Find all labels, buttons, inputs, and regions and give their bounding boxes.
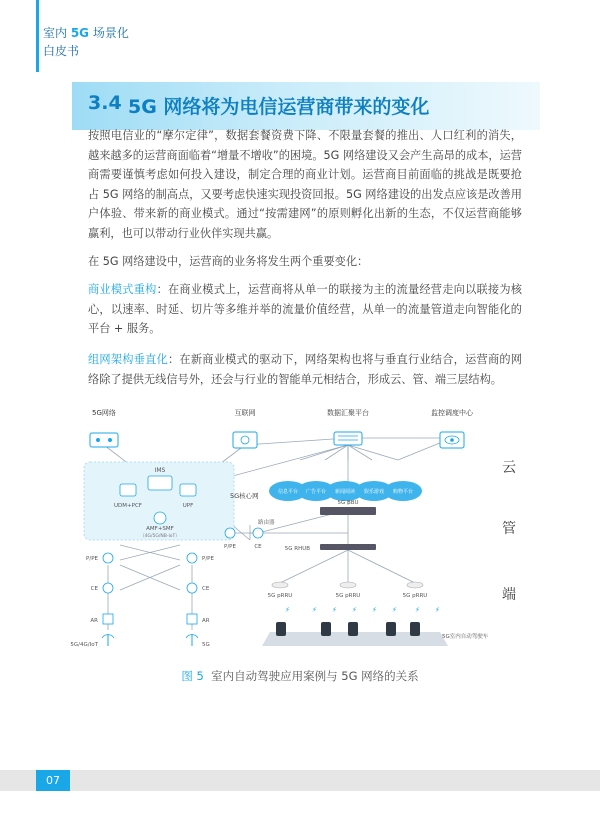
signal-icons [285, 606, 440, 614]
upf-server-icon [180, 484, 196, 496]
label-upf: UPF [182, 503, 194, 509]
label-left-ce: CE [90, 586, 98, 592]
section-heading [72, 82, 540, 130]
label-left-pe: P/PE [86, 556, 98, 562]
figure-caption-text: 室内自动驾驶应用案例与 5G 网络的关系 [211, 669, 419, 683]
paragraph-network-architecture: 组网架构垂直化：在新商业模式的驱动下，网络架构也将与垂直行业结合，运营商的网络除了提供无线信号外，还会与行业的智能单元相结合，形成云、管、端三层结构。 [88, 353, 522, 386]
cloud-platforms [269, 481, 422, 501]
label-prru-3: 5G pRRU [402, 593, 428, 599]
label-amf-sub: （4G/5G/NB-IoT） [140, 534, 180, 539]
label-data-platform: 数据汇聚平台 [327, 409, 369, 417]
label-right-ce: CE [202, 586, 210, 592]
header-accent-bar [36, 0, 39, 72]
svg-text:⚡: ⚡ [352, 606, 357, 614]
svg-text:⚡: ⚡ [332, 606, 337, 614]
monitor-eye-icon [440, 432, 464, 448]
label-rhub: 5G RHUB [284, 546, 310, 552]
svg-text:⚡: ⚡ [415, 606, 420, 614]
bbu-device-icon [320, 507, 376, 515]
section-number: 3.4 [88, 92, 122, 114]
network-diagram [70, 400, 530, 660]
internet-monitor-icon [233, 432, 257, 448]
label-ims: IMS [154, 467, 166, 474]
cloud-entertainment: 娱乐游戏 [363, 489, 385, 495]
label-bottom-5g: 5G [202, 642, 210, 648]
label-router: 路由器 [258, 520, 275, 526]
layer-end: 端 [502, 587, 516, 603]
left-column-nodes [103, 553, 197, 624]
svg-text:⚡: ⚡ [392, 606, 397, 614]
udm-server-icon [120, 484, 136, 496]
svg-text:⚡: ⚡ [285, 606, 290, 614]
label-pe-top: P/PE [224, 544, 236, 550]
page-number: 07 [36, 770, 70, 791]
label-5g-4g-iot: 5G/4G/IoT [70, 642, 98, 648]
business-model-lead: 商业模式重构 [88, 283, 157, 296]
paragraph-intro: 按照电信业的“摩尔定律”，数据套餐资费下降、不限量套餐的推出、人口红利的消失，越来越多的运营商面临着“增量不增收”的困境。5G 网络建设又会产生高昂的成本，运营商需要谨慎考虑如何投入建设，制定合理的商业计划。运营商目前面临的挑战是既要抢占 5G 网络的制高点，又要考虑快速实现投资回报。5G 网络建设的出发点应该是改善用户体验、带来新的商业模式。通过“按需建网”的原则孵化出新的生态，不仅运营商能够赢利，也可以带动行业伙伴实现共赢。 [88, 129, 522, 240]
server-platform-icon [334, 432, 362, 445]
label-ce-top: CE [254, 544, 262, 550]
robot-icon [90, 433, 118, 447]
label-internet: 互联网 [234, 409, 256, 417]
label-monitor-center: 监控调度中心 [431, 409, 473, 417]
footer-bar [0, 770, 600, 791]
svg-text:⚡: ⚡ [372, 606, 377, 614]
network-architecture-lead: 组网架构垂直化 [88, 353, 168, 366]
label-bbu: 5G BBU [337, 500, 359, 506]
header-subtitle: 白皮书 [43, 44, 80, 58]
figure-label: 图 5 [181, 669, 204, 683]
prru-icons [272, 582, 423, 588]
amf-node-icon [154, 512, 166, 524]
ims-server-icon [148, 476, 172, 490]
header-title: 室内 5G 场景化 [43, 26, 129, 40]
svg-text:⚡: ⚡ [435, 606, 440, 614]
antenna-icons [102, 634, 198, 646]
layer-pipe: 管 [502, 521, 516, 537]
cloud-news-reading: 新闻阅读 [334, 489, 356, 495]
rhub-device-icon [320, 544, 376, 550]
cloud-info-platform: 信息平台 [277, 489, 299, 495]
paragraph-changes: 在 5G 网络建设中，运营商的业务将发生两个重要变化： [88, 255, 369, 268]
label-left-ar: AR [90, 618, 98, 624]
layer-cloud: 云 [502, 460, 516, 476]
label-5g-core: 5G核心网 [230, 492, 259, 500]
paragraph-business-model: 商业模式重构：在商业模式上，运营商将从单一的联接为主的流量经营走向以联接为核心，以速率、时延、切片等多维并举的流量价值经营，从单一的流量管道走向智能化的平台 + 服务。 [88, 283, 522, 336]
label-prru-1: 5G pRRU [267, 593, 293, 599]
figure-caption [0, 668, 600, 684]
ce-top-icon [253, 528, 263, 538]
cloud-ad-platform: 广告平台 [305, 489, 327, 495]
label-5g-network: 5G网络 [92, 409, 116, 417]
label-udm-pcf: UDM+PCF [114, 503, 142, 509]
label-right-pe: P/PE [202, 556, 214, 562]
label-prru-2: 5G pRRU [335, 593, 361, 599]
label-autonomous-car: 5G室内自动驾驶车 [442, 634, 489, 640]
cloud-shopping: 购物平台 [392, 489, 414, 495]
pe-top-icon [225, 528, 235, 538]
svg-text:⚡: ⚡ [312, 606, 317, 614]
section-title: 5G 网络将为电信运营商带来的变化 [128, 96, 430, 118]
label-right-ar: AR [202, 618, 210, 624]
label-amf-smf: AMF+SMF [146, 526, 174, 532]
